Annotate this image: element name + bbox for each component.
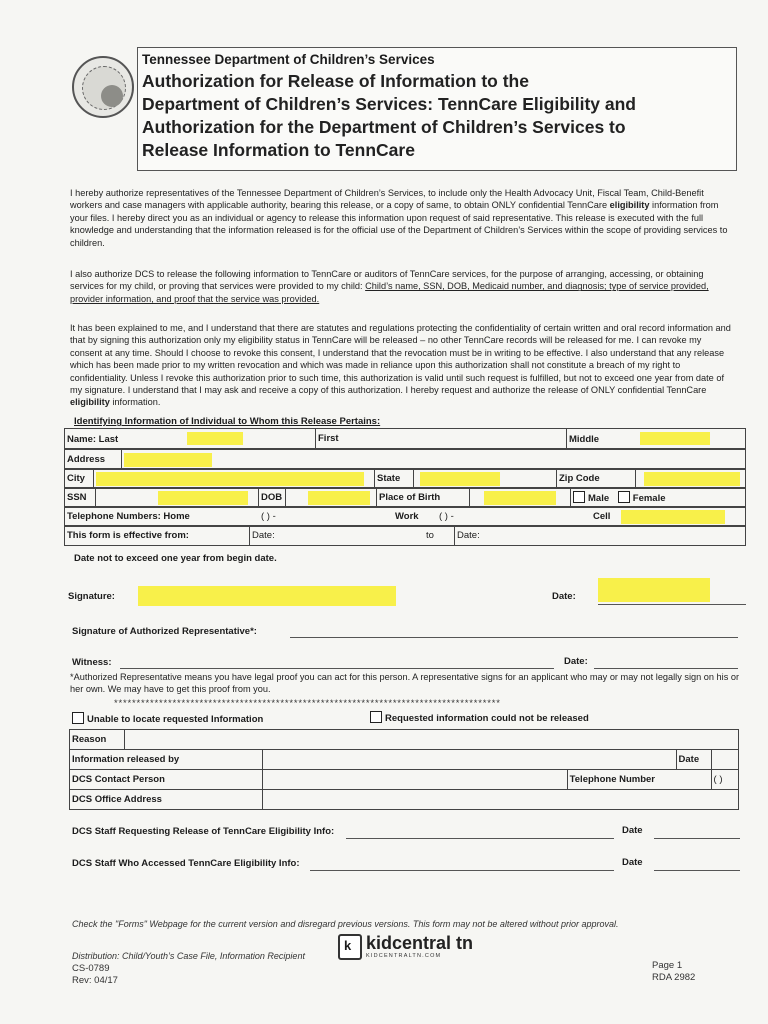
zip-label-cell <box>557 469 636 489</box>
highlight-mark <box>420 472 500 486</box>
phone-work-label: Work <box>395 511 419 522</box>
dob-label-cell <box>259 488 286 508</box>
telephone-label: Telephone Number <box>569 774 656 785</box>
identifying-heading: Identifying Information of Individual to Whom this Release Pertains: <box>74 416 381 427</box>
phone-home-label-cell <box>65 507 260 527</box>
middle-name-cell[interactable] <box>567 429 746 449</box>
state-seal-icon <box>72 56 134 118</box>
highlight-mark <box>158 491 248 505</box>
effective-dates-row <box>64 525 746 546</box>
dcs-info-table <box>69 729 739 810</box>
rda-number: RDA 2982 <box>652 972 696 983</box>
staff-accessed-field[interactable] <box>310 870 614 871</box>
zip-label: Zip Code <box>559 473 600 484</box>
title-line: Authorization for Release of Information to the <box>142 71 529 91</box>
address-label-cell <box>65 450 122 470</box>
staff-requesting-date-label: Date <box>622 825 643 836</box>
unable-option <box>72 712 263 725</box>
to-label: to <box>426 530 434 541</box>
revision: Rev: 04/17 <box>72 975 118 986</box>
highlight-mark <box>621 510 725 524</box>
signature-field[interactable] <box>138 586 396 606</box>
male-checkbox[interactable] <box>573 491 585 503</box>
auth-rep-label: Signature of Authorized Representative*: <box>72 626 257 637</box>
org-name: Tennessee Department of Children’s Services <box>142 52 435 67</box>
office-label: DCS Office Address <box>72 794 162 805</box>
telephone-placeholder: ( ) <box>713 774 723 785</box>
date-label: Date: <box>252 530 275 541</box>
released-by-field[interactable] <box>262 750 676 770</box>
highlight-mark <box>124 453 212 467</box>
auth-rep-signature-field[interactable] <box>290 637 738 638</box>
auth-rep-footnote: *Authorized Representative means you have legal proof you can act for this person. A representative signs for an applicant who may or may not legally sign on his or her own. We may have to get this proof from you. <box>70 672 740 695</box>
title-line: Authorization for the Department of Children’s Services to <box>142 117 626 137</box>
para-text: I hereby authorize representatives of the Tennessee Department of Children’s Services, to include only the Health Advocacy Unit, Fiscal Team, Child-Benefit workers and case managers with applicable authority, bearing this release, or a copy of same, to obtain ONLY confidential TennCare <box>70 188 704 211</box>
forms-notice: Check the "Forms" Webpage for the current version and disregard previous versions. This form may not be altered without prior approval. <box>72 919 619 929</box>
phone-home-placeholder: ( ) - <box>261 511 276 522</box>
city-state-zip-row <box>64 468 746 489</box>
female-checkbox[interactable] <box>618 491 630 503</box>
effective-from-field[interactable] <box>250 526 425 546</box>
address-row <box>64 449 746 470</box>
phone-home-field[interactable] <box>259 507 393 527</box>
signature-date-line <box>598 604 746 605</box>
office-field[interactable] <box>262 790 738 810</box>
para-text: I also authorize DCS to release the following information to TennCare or auditors of TennCare services, for the purpose of arranging, accessing, or obtaining services for my child, or proving that services were provided to my child: <box>70 269 704 292</box>
date-label: Date: <box>457 530 480 541</box>
ssn-dob-row <box>64 487 746 508</box>
female-label: Female <box>632 493 666 504</box>
address-label: Address <box>67 454 106 465</box>
kidcentral-logo-url: KIDCENTRALTN.COM <box>366 953 442 959</box>
city-label-cell <box>65 469 94 489</box>
sex-cell <box>571 488 746 508</box>
consent-paragraph-3 <box>70 322 735 409</box>
pob-label-cell <box>377 488 470 508</box>
telephone-field[interactable] <box>711 770 738 790</box>
first-name-cell[interactable] <box>316 429 567 449</box>
city-label: City <box>67 473 85 484</box>
staff-requesting-label: DCS Staff Requesting Release of TennCare Eligibility Info: <box>72 826 335 837</box>
date-limit-note: Date not to exceed one year from begin date. <box>74 553 277 564</box>
state-label-cell <box>375 469 414 489</box>
witness-date-field[interactable] <box>594 668 738 669</box>
distribution-line: Distribution: Child/Youth’s Case File, Information Recipient <box>72 951 305 961</box>
effective-to-field[interactable] <box>455 526 746 546</box>
para-underlined: Child’s name, SSN, DOB, Medicaid number, and diagnosis; type of service provided, provider information, and proof that the service was provided. <box>70 281 709 304</box>
para-emphasis: eligibility <box>609 200 650 211</box>
male-label: Male <box>588 493 610 504</box>
name-last-cell[interactable] <box>65 429 316 449</box>
phone-cell-field[interactable] <box>619 507 746 527</box>
phone-work-label-cell <box>393 507 437 527</box>
title-line: Department of Children’s Services: TennCare Eligibility and <box>142 94 636 114</box>
place-of-birth-label: Place of Birth <box>379 492 441 503</box>
name-last-label: Name: Last <box>67 434 119 445</box>
highlight-mark <box>96 472 364 486</box>
staff-requesting-field[interactable] <box>346 838 614 839</box>
unable-checkbox[interactable] <box>72 712 84 724</box>
dob-label: DOB <box>261 492 283 503</box>
not-released-checkbox[interactable] <box>370 711 382 723</box>
kidcentral-logo-icon: k <box>338 934 362 960</box>
highlight-mark <box>187 432 243 445</box>
to-label-cell <box>424 526 455 546</box>
title-line: Release Information to TennCare <box>142 140 415 160</box>
form-number: CS-0789 <box>72 963 110 974</box>
telephone-row <box>64 506 746 527</box>
highlight-mark <box>308 491 370 505</box>
signature-date-label: Date: <box>552 591 576 602</box>
contact-label-cell <box>70 770 263 790</box>
reason-label-cell <box>70 730 125 750</box>
para-text: information. <box>112 397 161 408</box>
dob-field[interactable] <box>286 488 377 508</box>
signature-date-field[interactable] <box>598 578 710 602</box>
kidcentral-logo-text: kidcentral tn <box>366 933 474 953</box>
witness-field[interactable] <box>120 668 554 669</box>
effective-label-cell <box>65 526 250 546</box>
middle-name-label: Middle <box>569 434 600 445</box>
staff-accessed-label: DCS Staff Who Accessed TennCare Eligibility Info: <box>72 858 300 869</box>
released-date-field[interactable] <box>711 750 738 770</box>
phone-cell-label-cell <box>591 507 619 527</box>
witness-label: Witness: <box>72 657 112 668</box>
signature-label: Signature: <box>68 591 115 602</box>
consent-paragraph-1 <box>70 187 735 249</box>
released-date-label: Date <box>678 754 700 765</box>
reason-field[interactable] <box>125 730 739 750</box>
contact-field[interactable] <box>262 770 567 790</box>
phone-work-placeholder: ( ) - <box>439 511 454 522</box>
highlight-mark <box>484 491 556 505</box>
contact-label: DCS Contact Person <box>72 774 165 785</box>
phone-work-field[interactable] <box>437 507 591 527</box>
zip-field[interactable] <box>636 469 746 489</box>
highlight-mark <box>644 472 740 486</box>
first-name-label: First <box>318 433 339 444</box>
telephone-label-cell <box>567 770 711 790</box>
page-number: Page 1 <box>652 960 683 971</box>
place-of-birth-field[interactable] <box>470 488 571 508</box>
state-label: State <box>377 473 401 484</box>
identifying-info-table <box>64 428 746 449</box>
unable-label: Unable to locate requested Information <box>87 714 264 725</box>
consent-paragraph-2 <box>70 268 735 305</box>
separator-stars: ************************************************************************************** <box>114 698 501 709</box>
highlight-mark <box>640 432 710 445</box>
staff-accessed-date-field[interactable] <box>654 870 740 871</box>
phone-home-label: Telephone Numbers: Home <box>67 511 190 522</box>
city-field[interactable] <box>94 469 375 489</box>
released-date-label-cell <box>676 750 711 770</box>
address-field[interactable] <box>122 450 746 470</box>
released-by-label-cell <box>70 750 263 770</box>
staff-accessed-date-label: Date <box>622 857 643 868</box>
para-emphasis: eligibility <box>70 397 110 408</box>
reason-label: Reason <box>72 734 107 745</box>
para-text: information from your files. I hereby direct you as an individual or agency to release this information upon request of said representative. This release is executed with the full knowledge and understanding that the information released is for the official use of the Department of Children’s Services within the scope of providing services to children. <box>70 200 728 248</box>
ssn-field[interactable] <box>96 488 259 508</box>
office-label-cell <box>70 790 263 810</box>
effective-label: This form is effective from: <box>67 530 189 541</box>
ssn-label-cell <box>65 488 96 508</box>
not-released-label: Requested information could not be released <box>385 713 589 724</box>
witness-date-label: Date: <box>564 656 588 667</box>
released-by-label: Information released by <box>72 754 180 765</box>
form-title <box>142 70 732 162</box>
phone-cell-label: Cell <box>593 511 611 522</box>
staff-requesting-date-field[interactable] <box>654 838 740 839</box>
ssn-label: SSN <box>67 492 87 503</box>
not-released-option <box>370 711 589 724</box>
state-field[interactable] <box>414 469 557 489</box>
para-text: It has been explained to me, and I understand that there are statutes and regulations protecting the confidentiality of certain written and oral record information and that by signing this authorization only my eligibility status in TennCare will be released – no other TennCare records will be released for me. I can revoke my consent at any time. Should I choose to revoke this consent, I understand that the revocation must be in writing to be effective. I also understand that any release which has been made prior to my written revocation and which was made in reliance upon this authorization shall not constitute a breach of my right to confidentiality. Unless I revoke this authorization prior to such time, this authorization is valid until such request is fulfilled, but not to exceed one year from date of my signature. I understand that I may ask and receive a copy of this authorization. I hereby request and authorize the release of ONLY confidential TennCare <box>70 323 731 396</box>
